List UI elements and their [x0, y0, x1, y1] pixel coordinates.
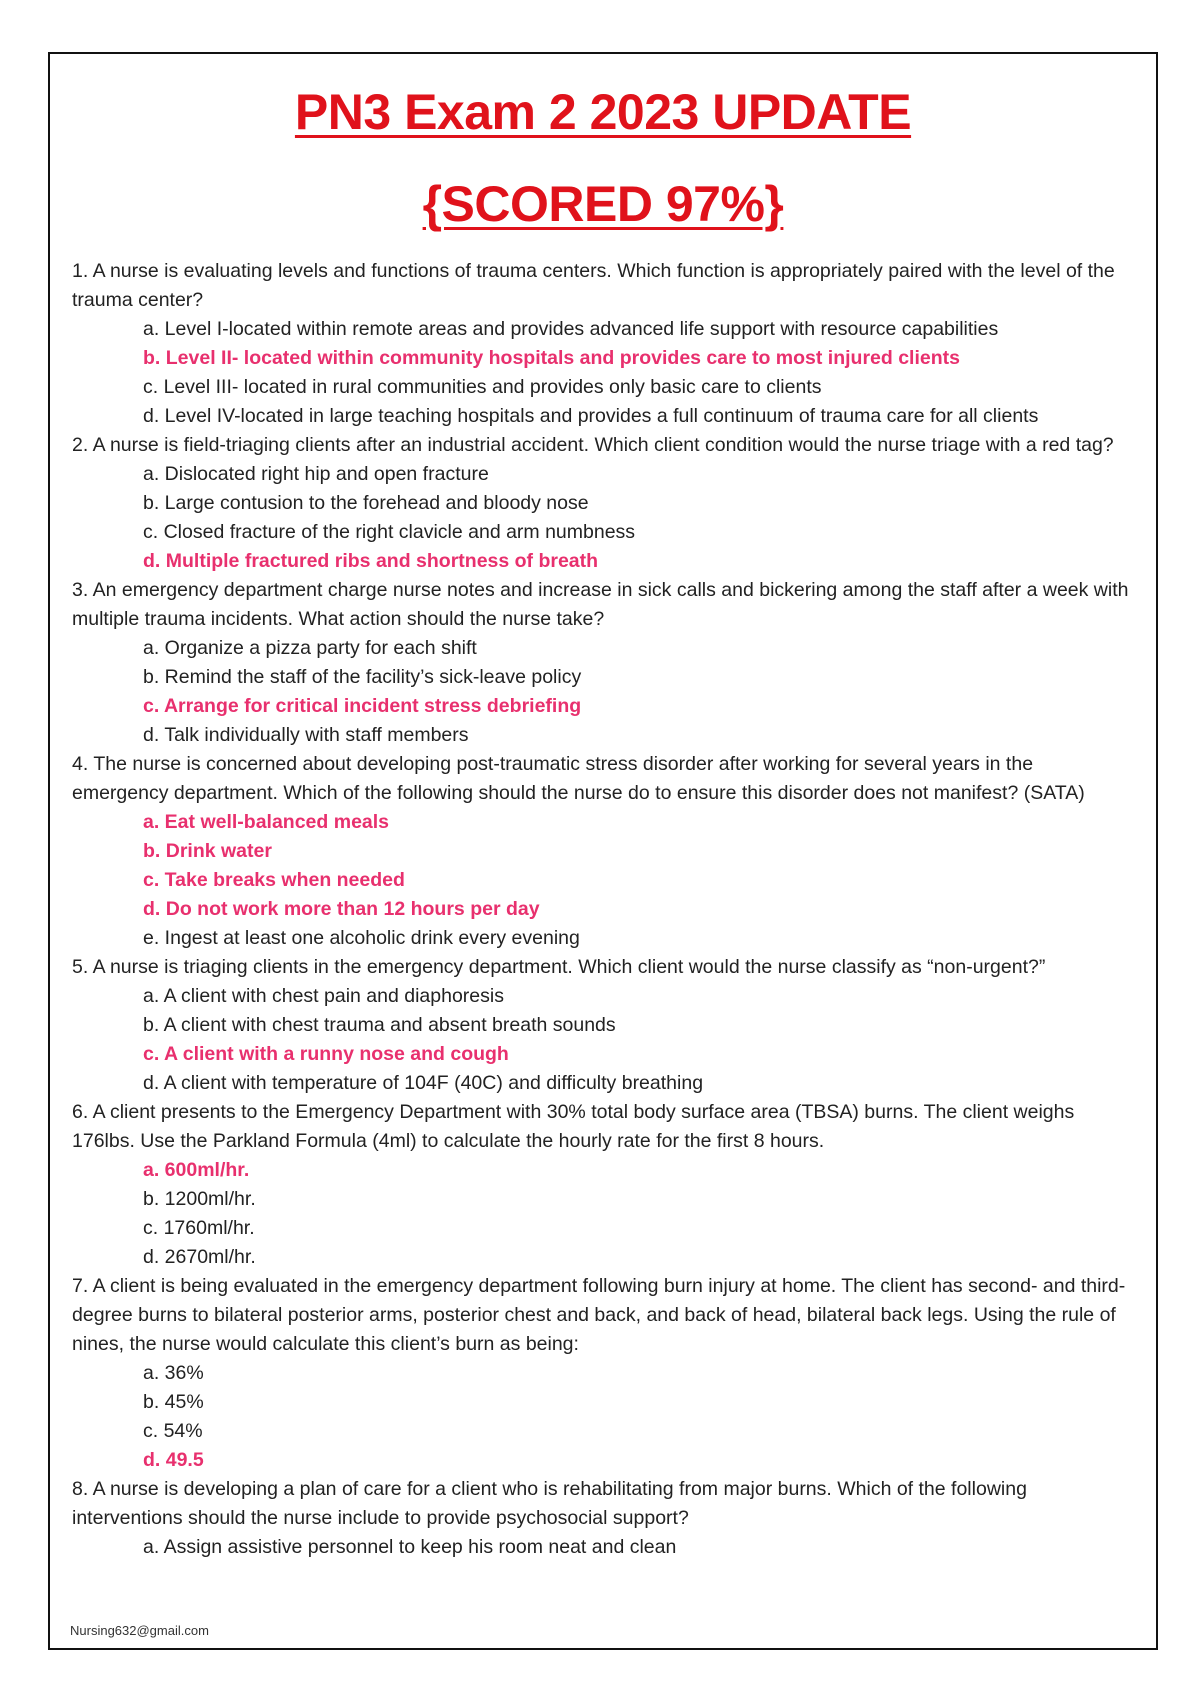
question-list [50, 257, 1156, 1562]
answer-option: e. Ingest at least one alcoholic drink every evening [143, 927, 580, 949]
question-text: 8. A nurse is developing a plan of care for a client who is rehabilitating from major burns. Which of the following interventions should the nurse include to provide psychosocial support? [72, 1478, 1027, 1529]
question-block [72, 953, 1134, 1098]
document-page [48, 52, 1158, 1650]
question-block [72, 576, 1134, 750]
answer-option-correct: a. 600ml/hr. [143, 1159, 250, 1181]
answer-option-correct: d. Do not work more than 12 hours per day [143, 898, 540, 920]
answer-option-correct: b. Level II- located within community hospitals and provides care to most injured clients [143, 347, 960, 369]
answer-options [72, 1359, 1134, 1475]
question-block [72, 1475, 1134, 1562]
answer-option: b. A client with chest trauma and absent breath sounds [143, 1014, 616, 1036]
question-text: 4. The nurse is concerned about developing post-traumatic stress disorder after working for several years in the emergency department. Which of the following should the nurse do to ensure this disorder does not manifest? (SATA) [72, 753, 1085, 804]
answer-option: b. Remind the staff of the facility’s sick-leave policy [143, 666, 582, 688]
question-block [72, 1272, 1134, 1475]
answer-option: b. Large contusion to the forehead and bloody nose [143, 492, 589, 514]
document-title: PN3 Exam 2 2023 UPDATE [294, 84, 912, 140]
answer-option: c. Closed fracture of the right clavicle and arm numbness [143, 521, 636, 543]
answer-option: a. Assign assistive personnel to keep his room neat and clean [143, 1536, 677, 1558]
question-text: 2. A nurse is field-triaging clients after an industrial accident. Which client condition would the nurse triage with a red tag? [72, 434, 1114, 456]
question-text: 6. A client presents to the Emergency Department with 30% total body surface area (TBSA) burns. The client weighs 176lbs. Use the Parkland Formula (4ml) to calculate the hourly rate for the first 8 hours. [72, 1101, 1075, 1152]
answer-options [72, 315, 1134, 431]
question-text: 7. A client is being evaluated in the emergency department following burn injury at home. The client has second- and third-degree burns to bilateral posterior arms, posterior chest and back, and back of head, bilateral back legs. Using the rule of nines, the nurse would calculate this client’s burn as being: [72, 1275, 1126, 1355]
question-block [72, 750, 1134, 953]
answer-option: d. A client with temperature of 104F (40C) and difficulty breathing [143, 1072, 704, 1094]
answer-option-correct: c. A client with a runny nose and cough [143, 1043, 509, 1065]
answer-option: c. 54% [143, 1420, 203, 1442]
answer-options [72, 634, 1134, 750]
question-text: 1. A nurse is evaluating levels and functions of trauma centers. Which function is appropriately paired with the level of the trauma center? [72, 260, 1115, 311]
answer-options [72, 1533, 1134, 1562]
answer-option: c. Level III- located in rural communities and provides only basic care to clients [143, 376, 822, 398]
answer-options [72, 808, 1134, 953]
answer-option: b. 1200ml/hr. [143, 1188, 256, 1210]
answer-option-correct: b. Drink water [143, 840, 272, 862]
answer-option-correct: d. Multiple fractured ribs and shortness of breath [143, 550, 599, 572]
answer-option: a. Dislocated right hip and open fracture [143, 463, 489, 485]
answer-option-correct: c. Take breaks when needed [143, 869, 405, 891]
answer-option: a. A client with chest pain and diaphoresis [143, 985, 504, 1007]
document-subtitle-score: {SCORED 97%} [422, 175, 784, 232]
answer-option: c. 1760ml/hr. [143, 1217, 255, 1239]
answer-options [72, 1156, 1134, 1272]
answer-option: a. Level I-located within remote areas and provides advanced life support with resource capabilities [143, 318, 999, 340]
answer-options [72, 982, 1134, 1098]
question-block [72, 1098, 1134, 1272]
answer-option: a. Organize a pizza party for each shift [143, 637, 477, 659]
question-block [72, 431, 1134, 576]
question-text: 3. An emergency department charge nurse notes and increase in sick calls and bickering among the staff after a week with multiple trauma incidents. What action should the nurse take? [72, 579, 1129, 630]
answer-option: d. 2670ml/hr. [143, 1246, 256, 1268]
answer-option: d. Talk individually with staff members [143, 724, 469, 746]
answer-option-correct: a. Eat well-balanced meals [143, 811, 390, 833]
answer-option: a. 36% [143, 1362, 204, 1384]
answer-option-correct: c. Arrange for critical incident stress debriefing [143, 695, 582, 717]
footer-email: Nursing632@gmail.com [70, 1623, 209, 1638]
question-text: 5. A nurse is triaging clients in the emergency department. Which client would the nurse classify as “non-urgent?” [72, 956, 1046, 978]
answer-option: d. Level IV-located in large teaching hospitals and provides a full continuum of trauma care for all clients [143, 405, 1039, 427]
answer-option-correct: d. 49.5 [143, 1449, 204, 1471]
answer-options [72, 460, 1134, 576]
answer-option: b. 45% [143, 1391, 204, 1413]
question-block [72, 257, 1134, 431]
